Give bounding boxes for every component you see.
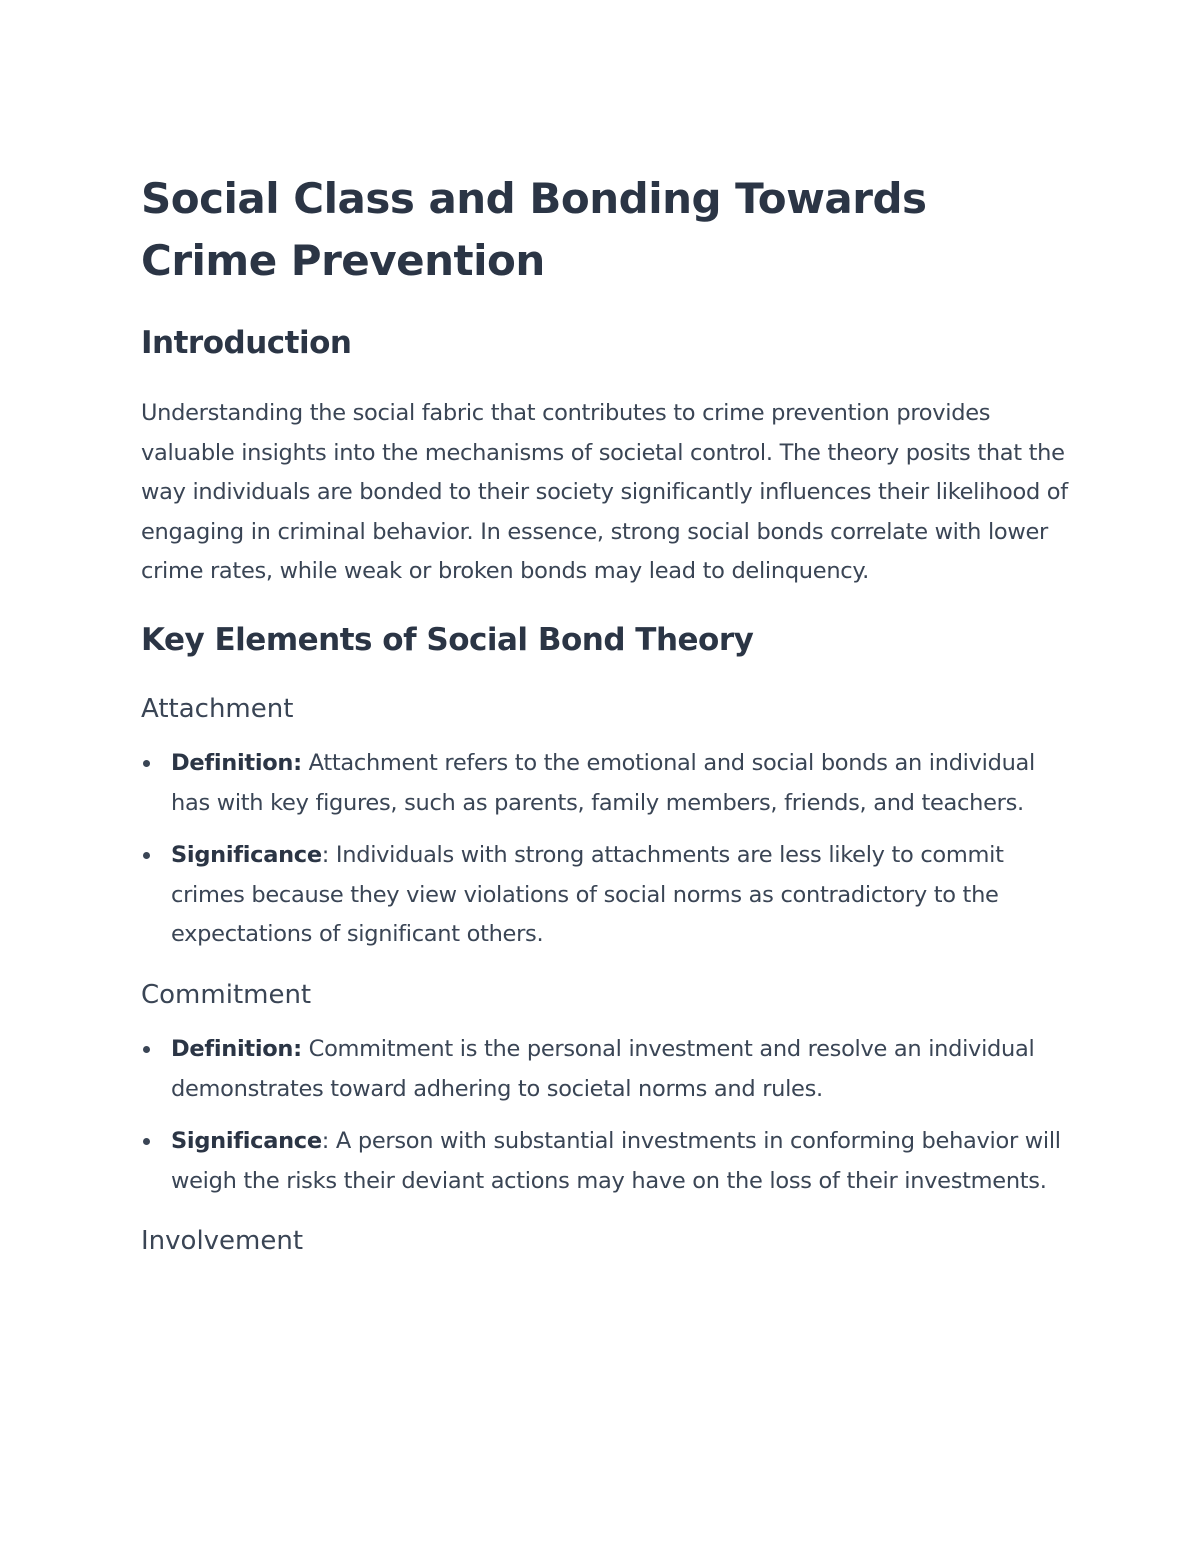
item-term: Significance — [171, 842, 322, 869]
bullet-icon — [143, 852, 150, 859]
item-text: : A person with substantial investments in conforming behavior will weigh the risks their deviant actions may have on the loss of their investments. — [171, 1128, 1061, 1194]
list-item — [141, 1122, 1071, 1201]
introduction-paragraph: Understanding the social fabric that contributes to crime prevention provides valuable insights into the mechanisms of societal control. The theory posits that the way individuals are bonded to their society significantly influences their likelihood of engaging in criminal behavior. In essence, strong social bonds correlate with lower crime rates, while weak or broken bonds may lead to delinquency. — [141, 400, 1068, 585]
item-text: Attachment refers to the emotional and social bonds an individual has with key figures, such as parents, family members, friends, and teachers. — [171, 749, 1035, 816]
commitment-heading: Commitment — [141, 979, 312, 1010]
item-term: Significance — [171, 1128, 322, 1155]
key-elements-heading: Key Elements of Social Bond Theory — [141, 621, 754, 658]
document-title: Social Class and Bonding Towards Crime Prevention — [141, 174, 927, 285]
item-text: : Individuals with strong attachments are less likely to commit crimes because they view violations of social norms as contradictory to the expectations of significant others. — [171, 842, 1004, 948]
involvement-heading: Involvement — [141, 1226, 304, 1257]
bullet-icon — [143, 1046, 150, 1053]
item-text: Commitment is the personal investment and resolve an individual demonstrates toward adhering to societal norms and rules. — [171, 1035, 1035, 1102]
attachment-heading: Attachment — [141, 693, 294, 724]
commitment-list — [141, 1030, 1071, 1201]
list-item — [141, 744, 1071, 823]
list-item — [141, 836, 1071, 955]
bullet-icon — [143, 1138, 150, 1145]
item-term: Definition: — [171, 1035, 302, 1062]
document-page — [141, 168, 1071, 1262]
list-item — [141, 1030, 1071, 1109]
item-term: Definition: — [171, 749, 302, 776]
introduction-heading: Introduction — [141, 325, 352, 361]
bullet-icon — [143, 760, 150, 767]
attachment-list — [141, 744, 1071, 955]
